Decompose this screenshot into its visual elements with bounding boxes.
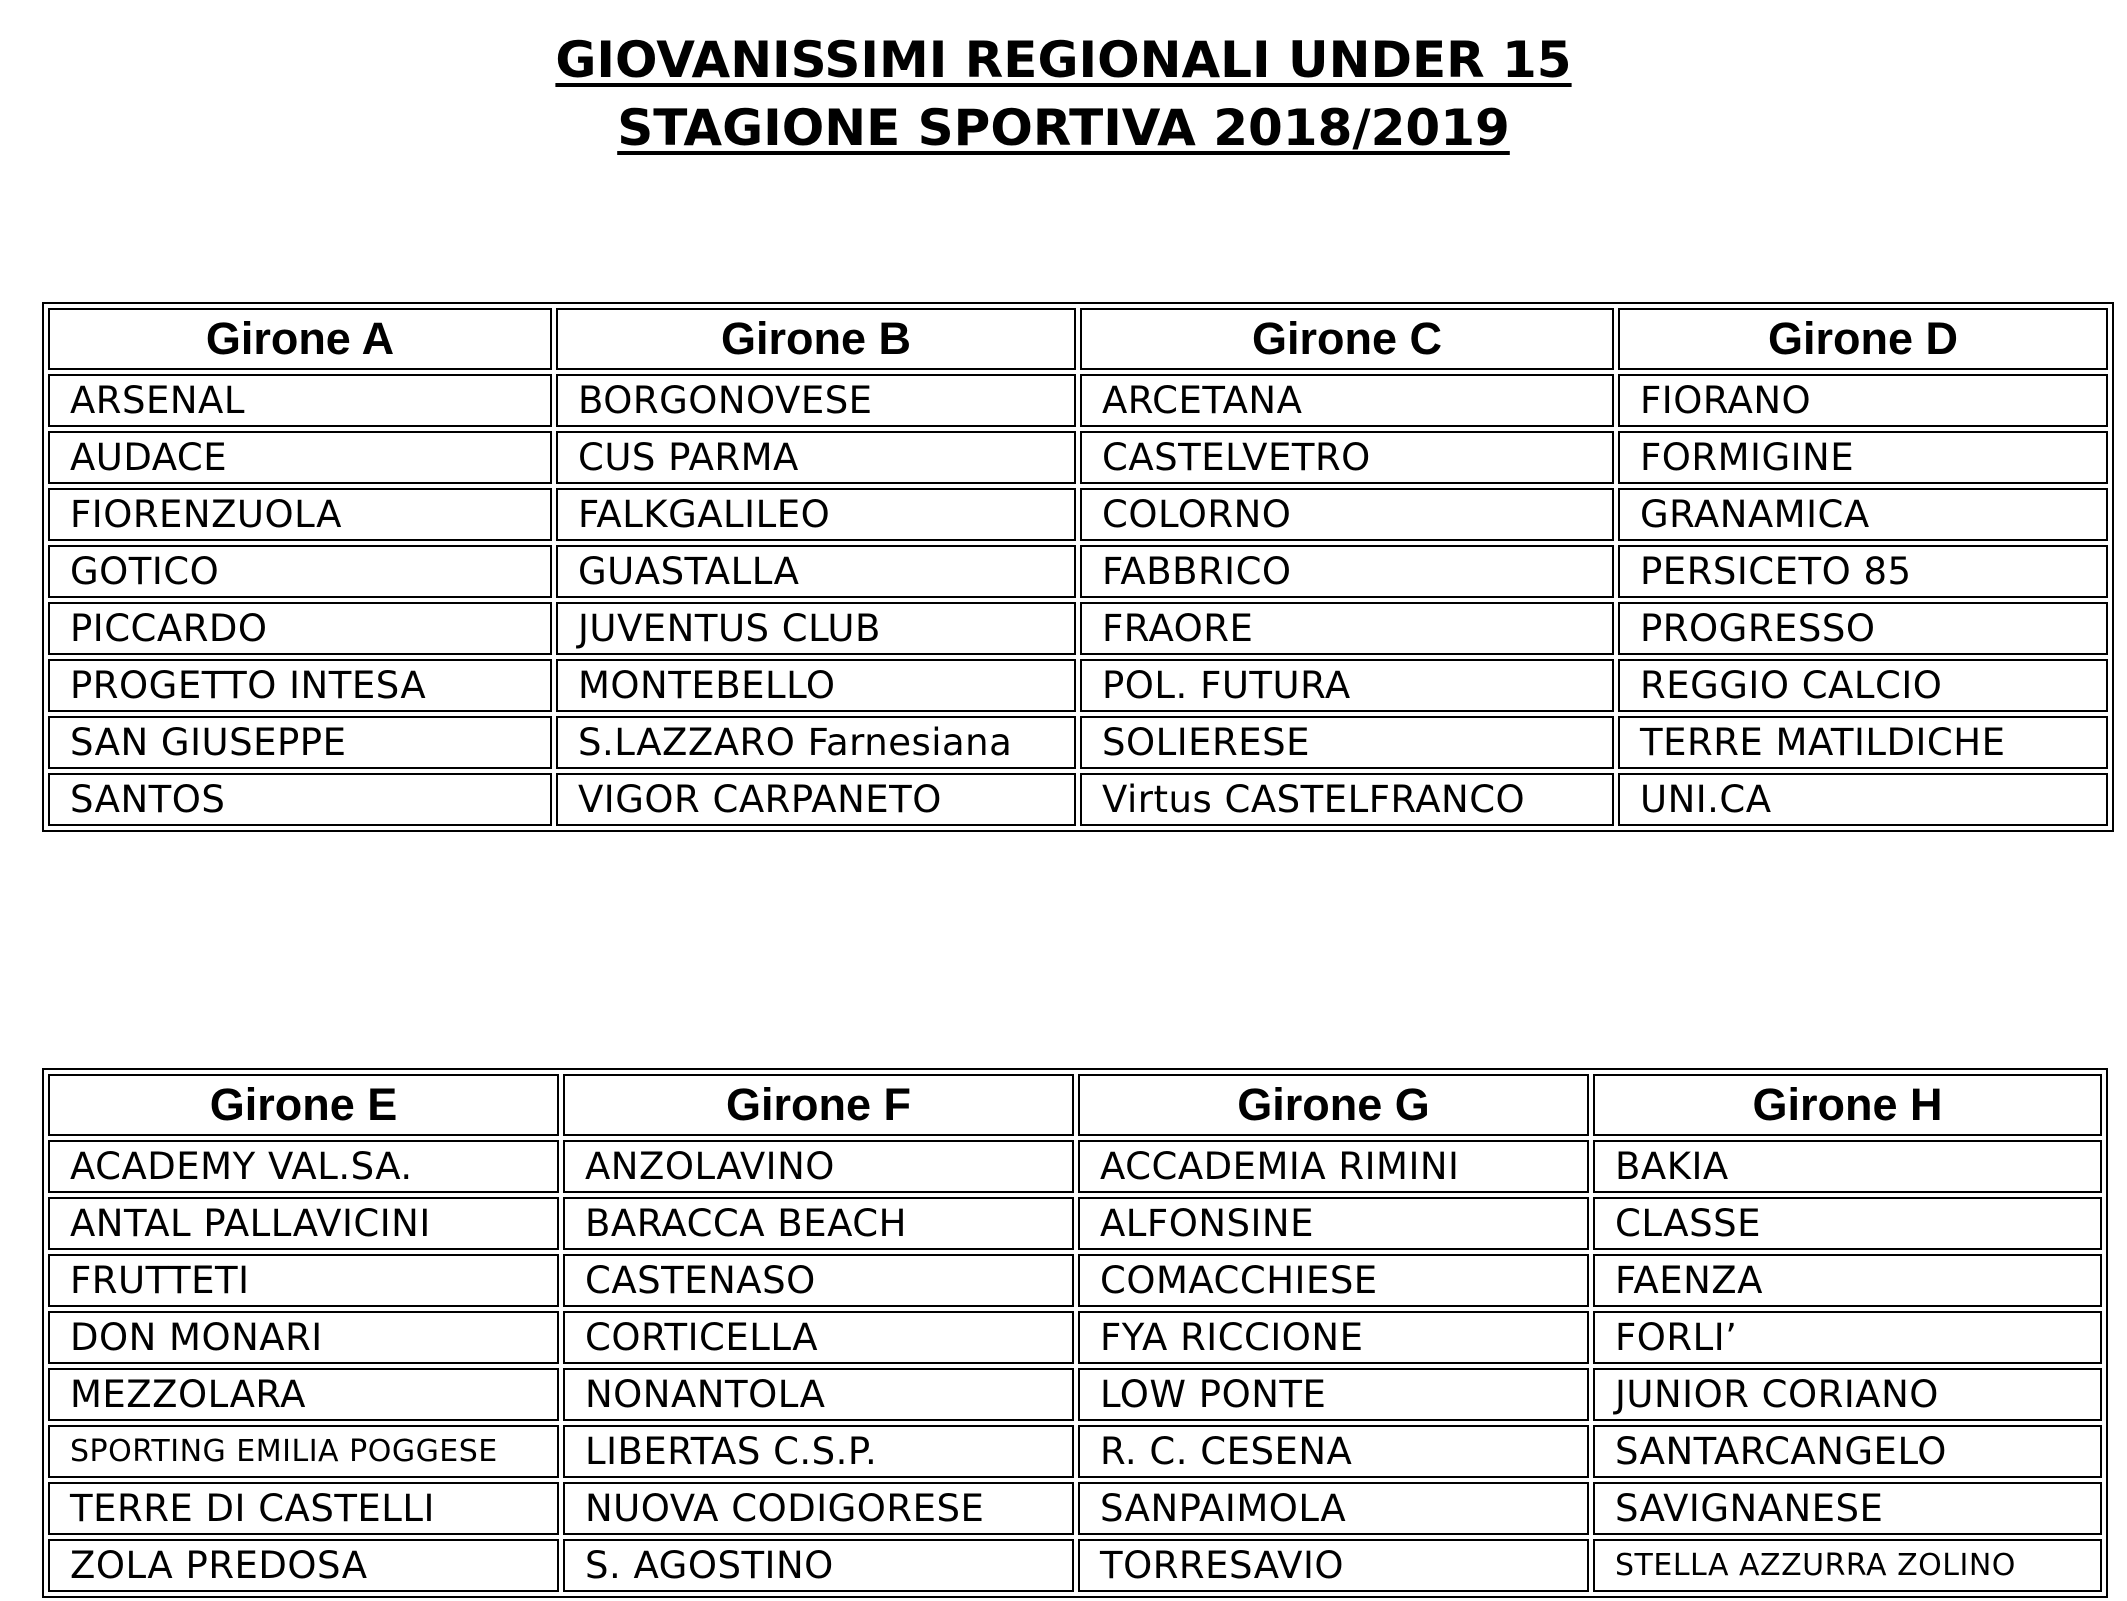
team-cell: CORTICELLA bbox=[563, 1311, 1074, 1364]
team-cell: FRAORE bbox=[1080, 602, 1614, 655]
team-cell: TORRESAVIO bbox=[1078, 1539, 1589, 1592]
team-cell: PICCARDO bbox=[48, 602, 552, 655]
team-cell: COMACCHIESE bbox=[1078, 1254, 1589, 1307]
team-cell: UNI.CA bbox=[1618, 773, 2108, 826]
team-cell: REGGIO CALCIO bbox=[1618, 659, 2108, 712]
header-girone-f: Girone F bbox=[563, 1074, 1074, 1136]
team-cell: NUOVA CODIGORESE bbox=[563, 1482, 1074, 1535]
table-row bbox=[48, 1482, 2102, 1535]
team-cell: TERRE MATILDICHE bbox=[1618, 716, 2108, 769]
table-row bbox=[48, 1197, 2102, 1250]
team-cell: FRUTTETI bbox=[48, 1254, 559, 1307]
season-title bbox=[0, 98, 2127, 158]
table-row bbox=[48, 659, 2108, 712]
team-cell: ALFONSINE bbox=[1078, 1197, 1589, 1250]
header-row bbox=[48, 308, 2108, 370]
team-cell: BARACCA BEACH bbox=[563, 1197, 1074, 1250]
team-cell: GRANAMICA bbox=[1618, 488, 2108, 541]
table-row bbox=[48, 374, 2108, 427]
team-cell: JUNIOR CORIANO bbox=[1593, 1368, 2102, 1421]
team-cell: PROGETTO INTESA bbox=[48, 659, 552, 712]
team-cell: AUDACE bbox=[48, 431, 552, 484]
team-cell: SOLIERESE bbox=[1080, 716, 1614, 769]
team-cell: FALKGALILEO bbox=[556, 488, 1076, 541]
team-cell: VIGOR CARPANETO bbox=[556, 773, 1076, 826]
team-cell: ANTAL PALLAVICINI bbox=[48, 1197, 559, 1250]
table-row bbox=[48, 1425, 2102, 1478]
team-cell: ZOLA PREDOSA bbox=[48, 1539, 559, 1592]
team-cell: CASTENASO bbox=[563, 1254, 1074, 1307]
title-line-1: GIOVANISSIMI REGIONALI UNDER 15 bbox=[555, 31, 1572, 89]
team-cell: TERRE DI CASTELLI bbox=[48, 1482, 559, 1535]
team-cell: MEZZOLARA bbox=[48, 1368, 559, 1421]
team-cell: R. C. CESENA bbox=[1078, 1425, 1589, 1478]
team-cell: FAENZA bbox=[1593, 1254, 2102, 1307]
team-cell: ANZOLAVINO bbox=[563, 1140, 1074, 1193]
team-cell: STELLA AZZURRA ZOLINO bbox=[1593, 1539, 2102, 1592]
table-row bbox=[48, 602, 2108, 655]
team-cell: LIBERTAS C.S.P. bbox=[563, 1425, 1074, 1478]
team-cell: LOW PONTE bbox=[1078, 1368, 1589, 1421]
header-girone-a: Girone A bbox=[48, 308, 552, 370]
team-cell: SAN GIUSEPPE bbox=[48, 716, 552, 769]
team-cell: Virtus CASTELFRANCO bbox=[1080, 773, 1614, 826]
document-title bbox=[0, 30, 2127, 90]
team-cell: CLASSE bbox=[1593, 1197, 2102, 1250]
table-row bbox=[48, 1539, 2102, 1592]
team-cell: BAKIA bbox=[1593, 1140, 2102, 1193]
team-cell: BORGONOVESE bbox=[556, 374, 1076, 427]
team-cell: PERSICETO 85 bbox=[1618, 545, 2108, 598]
team-cell: SANTARCANGELO bbox=[1593, 1425, 2102, 1478]
team-cell: S.LAZZARO Farnesiana bbox=[556, 716, 1076, 769]
table-row bbox=[48, 1140, 2102, 1193]
team-cell: FORLI’ bbox=[1593, 1311, 2102, 1364]
team-cell: JUVENTUS CLUB bbox=[556, 602, 1076, 655]
team-cell: ACADEMY VAL.SA. bbox=[48, 1140, 559, 1193]
team-cell: FIORENZUOLA bbox=[48, 488, 552, 541]
table-row bbox=[48, 773, 2108, 826]
team-cell: COLORNO bbox=[1080, 488, 1614, 541]
header-row bbox=[48, 1074, 2102, 1136]
header-girone-d: Girone D bbox=[1618, 308, 2108, 370]
girone-table-top bbox=[42, 302, 2114, 832]
table-row bbox=[48, 1254, 2102, 1307]
team-cell: ACCADEMIA RIMINI bbox=[1078, 1140, 1589, 1193]
team-cell: ARSENAL bbox=[48, 374, 552, 427]
team-cell: ARCETANA bbox=[1080, 374, 1614, 427]
header-girone-b: Girone B bbox=[556, 308, 1076, 370]
team-cell: MONTEBELLO bbox=[556, 659, 1076, 712]
header-girone-c: Girone C bbox=[1080, 308, 1614, 370]
table-row bbox=[48, 431, 2108, 484]
header-girone-g: Girone G bbox=[1078, 1074, 1589, 1136]
table-row bbox=[48, 545, 2108, 598]
table-row bbox=[48, 1311, 2102, 1364]
team-cell: FYA RICCIONE bbox=[1078, 1311, 1589, 1364]
team-cell: FABBRICO bbox=[1080, 545, 1614, 598]
table-row bbox=[48, 1368, 2102, 1421]
team-cell: SAVIGNANESE bbox=[1593, 1482, 2102, 1535]
team-cell: SPORTING EMILIA POGGESE bbox=[48, 1425, 559, 1478]
team-cell: NONANTOLA bbox=[563, 1368, 1074, 1421]
team-cell: CUS PARMA bbox=[556, 431, 1076, 484]
team-cell: GUASTALLA bbox=[556, 545, 1076, 598]
team-cell: GOTICO bbox=[48, 545, 552, 598]
team-cell: CASTELVETRO bbox=[1080, 431, 1614, 484]
team-cell: PROGRESSO bbox=[1618, 602, 2108, 655]
team-cell: POL. FUTURA bbox=[1080, 659, 1614, 712]
team-cell: DON MONARI bbox=[48, 1311, 559, 1364]
team-cell: SANTOS bbox=[48, 773, 552, 826]
table-row bbox=[48, 716, 2108, 769]
team-cell: SANPAIMOLA bbox=[1078, 1482, 1589, 1535]
team-cell: S. AGOSTINO bbox=[563, 1539, 1074, 1592]
header-girone-e: Girone E bbox=[48, 1074, 559, 1136]
title-line-2: STAGIONE SPORTIVA 2018/2019 bbox=[617, 99, 1510, 157]
table-row bbox=[48, 488, 2108, 541]
girone-table-bottom bbox=[42, 1068, 2108, 1598]
team-cell: FIORANO bbox=[1618, 374, 2108, 427]
header-girone-h: Girone H bbox=[1593, 1074, 2102, 1136]
team-cell: FORMIGINE bbox=[1618, 431, 2108, 484]
